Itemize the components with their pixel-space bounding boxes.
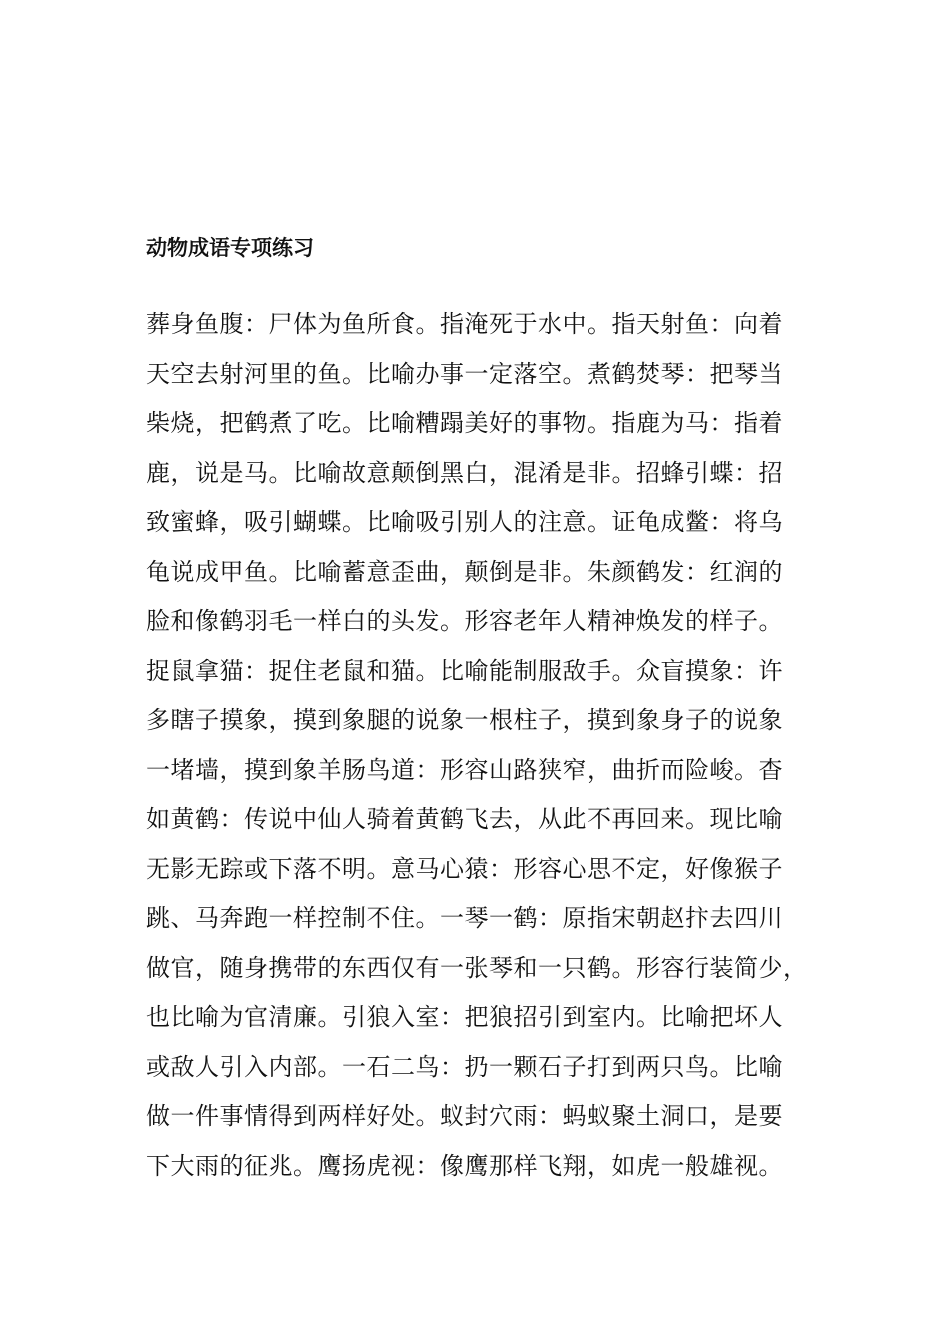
page-title: 动物成语专项练习 bbox=[146, 236, 314, 260]
body-line: 做一件事情得到两样好处。蚁封穴雨：蚂蚁聚土洞口，是要 bbox=[146, 1102, 783, 1130]
body-line: 葬身鱼腹：尸体为鱼所食。指淹死于水中。指天射鱼：向着 bbox=[146, 310, 783, 338]
body-line: 柴烧，把鹤煮了吃。比喻糟蹋美好的事物。指鹿为马：指着 bbox=[146, 409, 783, 437]
body-line: 脸和像鹤羽毛一样白的头发。形容老年人精神焕发的样子。 bbox=[146, 607, 783, 635]
body-line: 做官，随身携带的东西仅有一张琴和一只鹤。形容行装简少， bbox=[146, 953, 808, 982]
document-body bbox=[146, 300, 816, 1191]
body-line: 无影无踪或下落不明。意马心猿：形容心思不定，好像猴子 bbox=[146, 854, 783, 883]
body-line: 致蜜蜂，吸引蝴蝶。比喻吸引别人的注意。证龟成鳖：将乌 bbox=[146, 508, 783, 536]
body-line: 或敌人引入内部。一石二鸟：扔一颗石子打到两只鸟。比喻 bbox=[146, 1052, 783, 1081]
body-line: 如黄鹤：传说中仙人骑着黄鹤飞去，从此不再回来。现比喻 bbox=[146, 805, 783, 833]
body-line: 鹿，说是马。比喻故意颠倒黑白，混淆是非。招蜂引蝶：招 bbox=[146, 458, 783, 487]
body-line: 龟说成甲鱼。比喻蓄意歪曲，颠倒是非。朱颜鹤发：红润的 bbox=[146, 557, 783, 586]
body-line: 下大雨的征兆。鹰扬虎视：像鹰那样飞翔，如虎一般雄视。 bbox=[146, 1151, 783, 1180]
body-line: 天空去射河里的鱼。比喻办事一定落空。煮鹤焚琴：把琴当 bbox=[146, 359, 783, 388]
body-line: 一堵墙，摸到象羊肠鸟道：形容山路狭窄，曲折而险峻。杳 bbox=[146, 755, 783, 784]
body-line: 跳、马奔跑一样控制不住。一琴一鹤：原指宋朝赵抃去四川 bbox=[146, 904, 783, 932]
body-line: 捉鼠拿猫：捉住老鼠和猫。比喻能制服敌手。众盲摸象：许 bbox=[146, 656, 783, 685]
body-line: 多瞎子摸象，摸到象腿的说象一根柱子，摸到象身子的说象 bbox=[146, 706, 783, 734]
body-line: 也比喻为官清廉。引狼入室：把狼招引到室内。比喻把坏人 bbox=[146, 1003, 783, 1031]
